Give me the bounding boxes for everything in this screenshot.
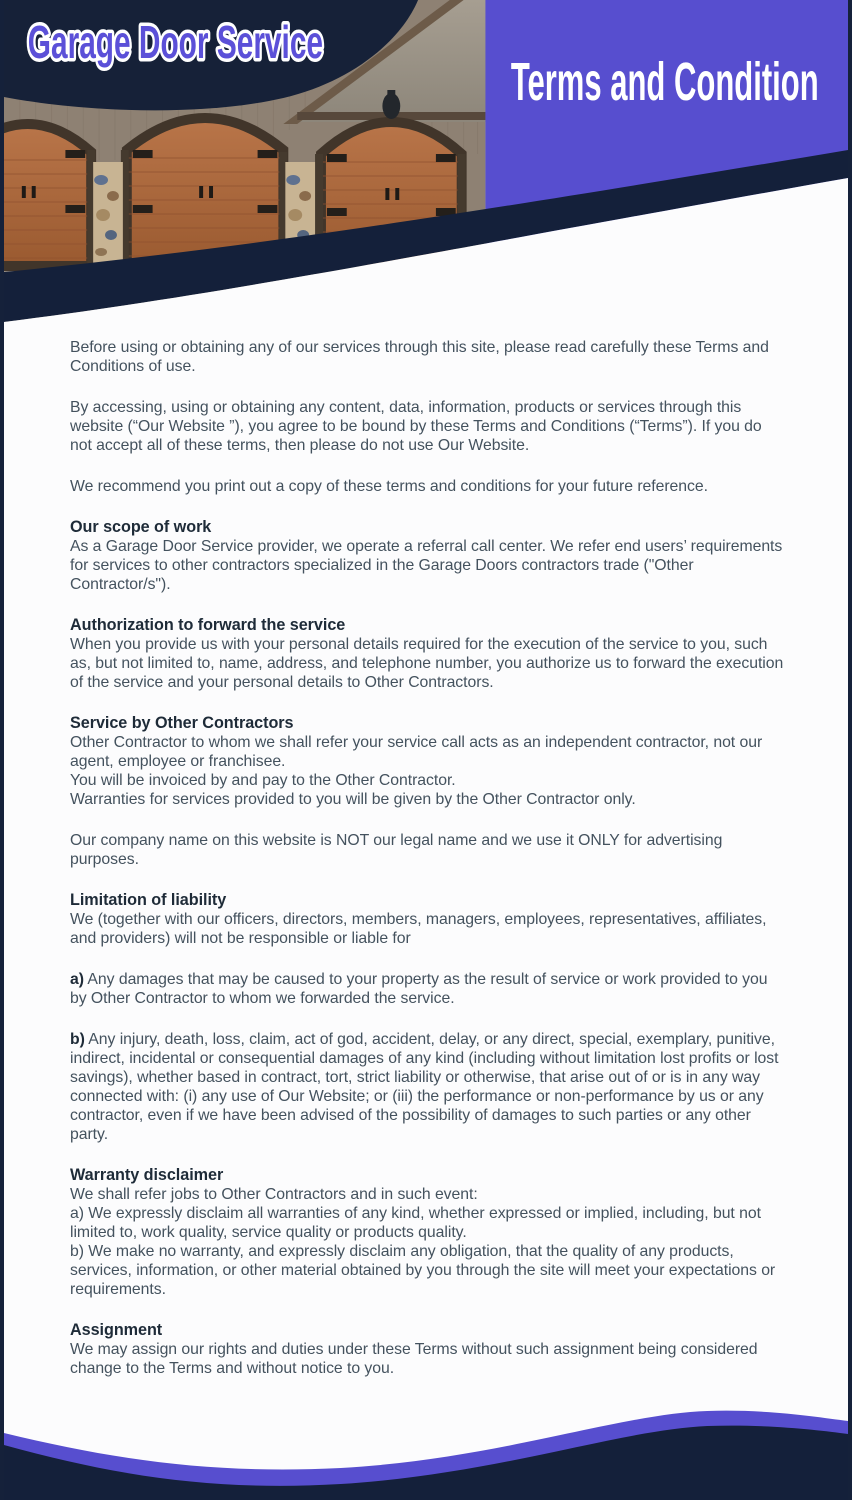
- section-heading: Assignment: [70, 1321, 163, 1339]
- section-heading: Authorization to forward the service: [70, 616, 346, 634]
- paragraph: We shall refer jobs to Other Contractors and in such event: a) We expressly disclaim all warranties of any kind, whether expressed or implied, including, but not limited to, work quality, service quality or products quality. b) We make no warranty, and expressly disclaim any obligation, that the quality of any products, services, information, or other material obtained by you through the site will meet your expectations or requirements.: [70, 1186, 776, 1298]
- lantern: [382, 93, 400, 119]
- site-logo: Garage Door Service: [27, 17, 324, 69]
- footer-wave: [4, 1400, 848, 1500]
- stone-pillar: [93, 162, 123, 266]
- paragraph: By accessing, using or obtaining any content, data, information, products or services through this website (“Our Website ”), you agree to be bound by these Terms and Conditions (“Terms”). If you do not accept all of these terms, then please do not use Our Website.: [70, 399, 762, 454]
- paragraph: b) Any injury, death, loss, claim, act of god, accident, delay, or any direct, special, exemplary, punitive, indirect, incidental or consequential damages of any kind (including without limitation lost profits or lost savings), whether based in contract, tort, strict liability or otherwise, that arise out of or is in any way connected with: (i) any use of Our Website; or (iii) the performance or non-performance by us or any contractor, even if we have been advised of the possibility of damages to such parties or any other party.: [70, 1031, 779, 1143]
- paragraph: Our company name on this website is NOT our legal name and we use it ONLY for advertising purposes.: [70, 832, 723, 868]
- page-title: Terms and Condition: [510, 52, 819, 113]
- paragraph: We (together with our officers, directors, members, managers, employees, representatives, affiliates, and providers) will not be responsible or liable for: [70, 911, 767, 947]
- section-heading: Limitation of liability: [70, 891, 227, 909]
- list-marker: a): [70, 971, 84, 988]
- paragraph: a) Any damages that may be caused to your property as the result of service or work provided to you by Other Contractor to whom we forwarded the service.: [70, 971, 768, 1007]
- page-header: [4, 0, 848, 332]
- paragraph: When you provide us with your personal details required for the execution of the service to you, such as, but not limited to, name, address, and telephone number, you authorize us to forward the execution of the service and your personal details to Other Contractors.: [70, 636, 784, 691]
- paragraph: We may assign our rights and duties under these Terms without such assignment being considered change to the Terms and without notice to you.: [70, 1341, 758, 1377]
- paragraph: As a Garage Door Service provider, we operate a referral call center. We refer end users’ requirements for services to other contractors specialized in the Garage Doors contractors trade ("Other Contractor/s").: [70, 538, 783, 593]
- section-heading: Our scope of work: [70, 518, 212, 536]
- garage-door: [4, 124, 91, 266]
- section-heading: Service by Other Contractors: [70, 714, 294, 732]
- section-heading: Warranty disclaimer: [70, 1166, 224, 1184]
- list-marker: b): [70, 1031, 85, 1048]
- paragraph: We recommend you print out a copy of these terms and conditions for your future reference.: [70, 478, 708, 495]
- paragraph: Before using or obtaining any of our services through this site, please read carefully these Terms and Conditions of use.: [70, 339, 769, 375]
- paragraph: Other Contractor to whom we shall refer your service call acts as an independent contractor, not our agent, employee or franchisee. You will be invoiced by and pay to the Other Contractor. Warranties for services provided to you will be given by the Other Contractor only.: [70, 734, 763, 808]
- terms-content: [4, 332, 846, 1378]
